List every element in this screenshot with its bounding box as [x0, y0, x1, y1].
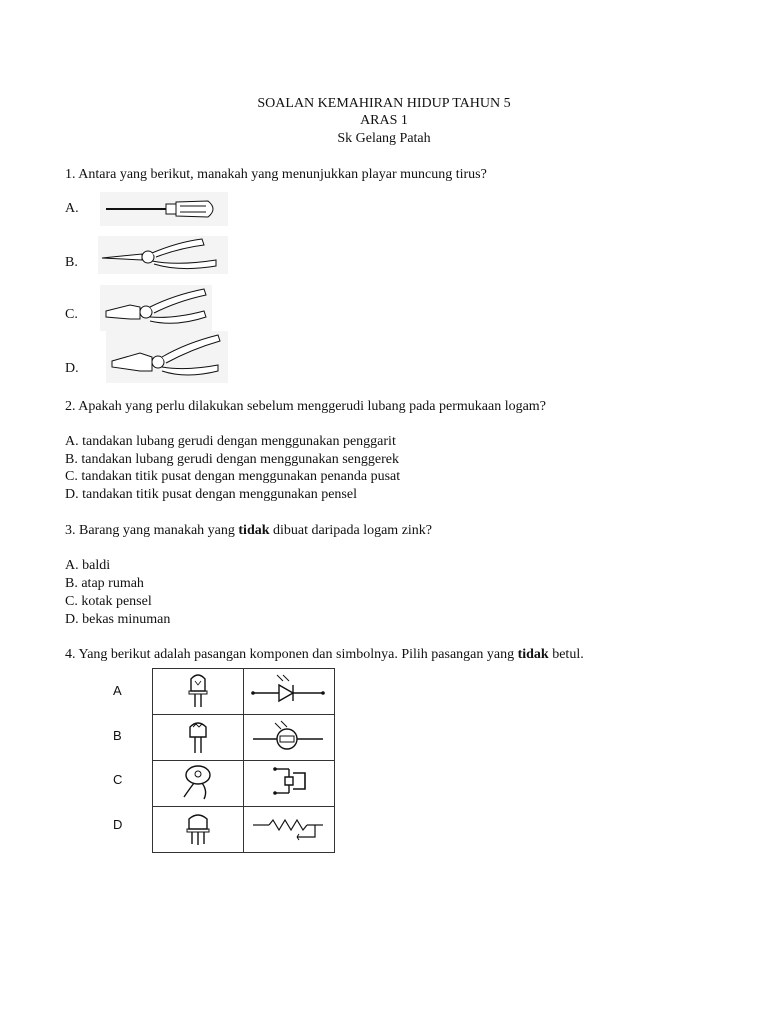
symbol-cell	[244, 761, 335, 807]
question-1: 1. Antara yang berikut, manakah yang menunjukkan playar muncung tirus?	[65, 167, 487, 182]
symbol-cell	[244, 669, 335, 715]
question-2: 2. Apakah yang perlu dilakukan sebelum menggerudi lubang pada permukaan logam?	[65, 399, 546, 414]
table-row	[153, 715, 335, 761]
component-cell	[153, 761, 244, 807]
resistor-symbol-icon	[249, 809, 329, 845]
screwdriver-icon	[100, 192, 228, 226]
q1-option-a-label: A.	[65, 201, 79, 216]
component-symbol-table	[152, 668, 335, 853]
worksheet-title: SOALAN KEMAHIRAN HIDUP TAHUN 5	[257, 96, 511, 111]
buzzer-icon	[178, 761, 218, 801]
q3-answer-a: A. baldi	[65, 558, 111, 573]
ldr-symbol-icon	[249, 717, 329, 753]
component-cell	[153, 715, 244, 761]
long-nose-pliers-icon	[98, 236, 228, 274]
q2-answer-b: B. tandakan lubang gerudi dengan menggunakan senggerek	[65, 452, 399, 467]
led-icon	[178, 669, 218, 709]
q3-emphasis: tidak	[238, 523, 270, 538]
table-row	[153, 669, 335, 715]
led-symbol-icon	[249, 671, 329, 707]
worksheet-level: ARAS 1	[360, 113, 408, 128]
q1-option-c-label: C.	[65, 307, 78, 322]
slip-joint-pliers-icon	[100, 285, 212, 331]
school-name: Sk Gelang Patah	[337, 131, 431, 146]
question-3: 3. Barang yang manakah yang tidak dibuat daripada logam zink?	[65, 523, 433, 538]
q2-answer-d: D. tandakan titik pusat dengan menggunakan pensel	[65, 487, 357, 502]
speaker-symbol-icon	[249, 761, 329, 801]
q4-row-b-label: B	[113, 728, 122, 743]
component-cell	[153, 807, 244, 853]
q4-row-d-label: D	[113, 817, 123, 832]
q3-answer-d: D. bekas minuman	[65, 612, 171, 627]
combination-pliers-icon	[106, 331, 228, 383]
q4-row-c-label: C	[113, 772, 123, 787]
table-row	[153, 807, 335, 853]
q1-option-d-label: D.	[65, 361, 79, 376]
q2-answer-a: A. tandakan lubang gerudi dengan menggunakan penggarit	[65, 434, 396, 449]
symbol-cell	[244, 807, 335, 853]
q4-emphasis: tidak	[517, 647, 549, 662]
symbol-cell	[244, 715, 335, 761]
component-cell	[153, 669, 244, 715]
question-4: 4. Yang berikut adalah pasangan komponen dan simbolnya. Pilih pasangan yang tidak betul.	[65, 647, 584, 662]
transistor-icon	[178, 807, 218, 847]
ldr-icon	[178, 715, 218, 755]
q3-answer-c: C. kotak pensel	[65, 594, 152, 609]
q4-row-a-label: A	[113, 683, 122, 698]
q2-answer-c: C. tandakan titik pusat dengan menggunakan penanda pusat	[65, 469, 401, 484]
q3-answer-b: B. atap rumah	[65, 576, 144, 591]
q1-option-b-label: B.	[65, 255, 78, 270]
table-row	[153, 761, 335, 807]
